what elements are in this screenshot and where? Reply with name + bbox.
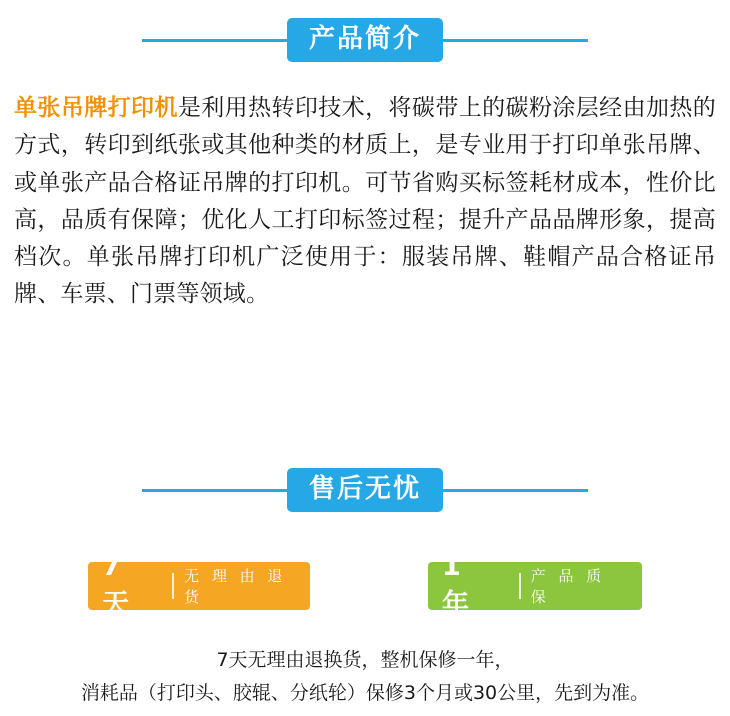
heading-rule-right <box>443 39 588 42</box>
heading-rule-left-2 <box>142 489 287 492</box>
note-line-2: 消耗品（打印头、胶辊、分纸轮）保修3个月或30公里，先到为准。 <box>80 682 650 705</box>
intro-section <box>0 0 730 314</box>
badge-warranty-duration: 1 年 <box>442 551 474 620</box>
badge-return-duration: 7 天 <box>102 551 134 620</box>
badge-divider <box>172 573 174 599</box>
heading-rule-right-2 <box>443 489 588 492</box>
aftersales-heading-bar <box>0 468 730 512</box>
aftersales-heading-label: 售后无忧 <box>287 468 443 512</box>
badge-divider <box>519 573 521 599</box>
badge-return-policy <box>88 551 310 620</box>
intro-lead-text: 单张吊牌打印机 <box>14 95 178 121</box>
heading-rule-left <box>142 39 287 42</box>
intro-heading-label: 产品简介 <box>287 18 443 62</box>
badge-return-text: 无 理 由 退 货 <box>184 567 287 606</box>
badge-warranty-text: 产 品 质 保 <box>530 567 606 606</box>
intro-heading-bar <box>0 18 730 62</box>
aftersales-section <box>0 468 730 711</box>
note-line-1: 7天无理由退换货，整机保修一年， <box>216 649 514 671</box>
aftersales-notes <box>0 644 730 711</box>
intro-paragraph <box>14 90 716 314</box>
warranty-badges <box>0 551 730 620</box>
intro-body-text: 是利用热转印技术，将碳带上的碳粉涂层经由加热的方式，转印到纸张或其他种类的材质上，是专业用于打印单张吊牌、或单张产品合格证吊牌的打印机。可节省购买标签耗材成本，性价比高，品质有保障；优化人工打印标签过程；提升产品品牌形象，提高档次。单张吊牌打印机广泛使用于：服装吊牌、鞋帽产品合格证吊牌、车票、门票等领域。 <box>14 95 716 308</box>
badge-warranty <box>428 551 642 620</box>
